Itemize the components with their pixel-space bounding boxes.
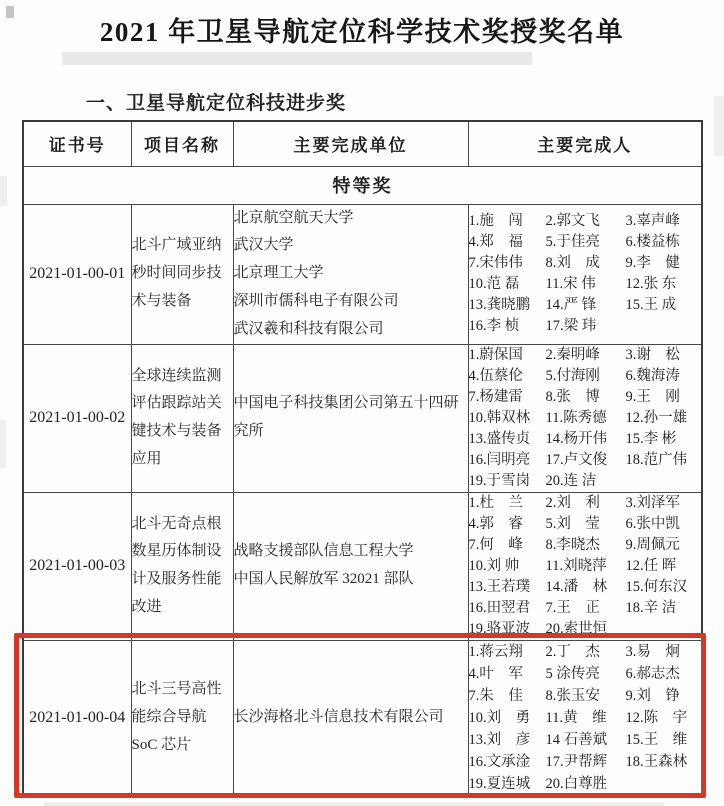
table-row (23, 204, 702, 344)
contributor-name: 10.刘 勇 (468, 709, 531, 726)
contributor-name: 11.宋 伟 (545, 276, 596, 292)
organizations-list (234, 205, 468, 344)
contributor-name: 5.付海刚 (545, 367, 600, 384)
header-contributors: 主要完成人 (468, 121, 702, 166)
certificate-number: 2021-01-00-04 (23, 640, 131, 796)
contributor-name: 5.于佳亮 (545, 234, 600, 250)
contributor-name: 16.闫明亮 (468, 451, 531, 468)
organizations-list (234, 538, 468, 594)
contributor-name: 7.朱 佳 (468, 687, 523, 704)
organization-name: 北京理工大学 (233, 265, 324, 282)
contributor-name: 20.白尊胜 (545, 775, 608, 792)
project-name-cell (131, 640, 233, 796)
awards-table (22, 120, 703, 797)
contributor-name: 4.叶 军 (468, 665, 523, 682)
organizations-cell (233, 492, 468, 640)
contributors-list (469, 211, 702, 337)
contributor-name: 8.张 博 (545, 388, 600, 405)
organization-name: 武汉羲和科技有限公司 (233, 320, 384, 337)
contributor-name: 3.刘泽军 (625, 494, 680, 511)
contributors-cell (468, 640, 702, 796)
contributor-name: 12.陈 宇 (625, 709, 688, 726)
header-project-name: 项目名称 (131, 121, 233, 166)
contributors-list (469, 493, 702, 640)
contributor-name: 19.骆亚波 (468, 620, 531, 637)
contributor-name: 15.王 维 (625, 731, 688, 748)
organizations-cell (233, 640, 468, 796)
organization-name: 北京航空航天大学 (233, 209, 354, 226)
contributor-name: 7.何 峰 (468, 536, 523, 553)
organization-name: 长沙海格北斗信息技术有限公司 (233, 708, 444, 725)
organizations-cell (233, 204, 468, 344)
contributor-name: 2.秦明峰 (545, 346, 600, 363)
contributor-name: 6.郝志杰 (625, 665, 680, 682)
contributor-name: 2.郭文飞 (545, 213, 600, 229)
organizations-cell (233, 344, 468, 492)
contributor-name: 1.杜 兰 (468, 494, 523, 511)
contributor-name: 10.刘 帅 (468, 557, 520, 574)
contributor-name: 6.楼益栋 (625, 234, 680, 250)
contributor-name: 14 石善斌 (545, 731, 608, 748)
contributor-name: 2.刘 利 (545, 494, 600, 511)
scan-artifact (714, 96, 724, 156)
section-heading: 一、卫星导航定位科技进步奖 (86, 93, 347, 114)
project-name: 北斗三号高性能综合导航 SoC 芯片 (131, 681, 222, 753)
project-name: 北斗无奇点根数星历体制设计及服务性能改进 (131, 515, 222, 615)
contributor-name: 20.索世恒 (545, 620, 608, 637)
certificate-number: 2021-01-00-03 (23, 492, 131, 640)
organizations-list (234, 390, 468, 446)
category-label: 特等奖 (23, 166, 702, 204)
contributor-name: 17.卢文俊 (545, 451, 608, 468)
organization-name: 武汉大学 (233, 237, 294, 254)
contributor-name: 12.孙一雄 (625, 409, 688, 426)
contributor-name: 4.郑 福 (468, 234, 523, 250)
certificate-number: 2021-01-00-02 (23, 344, 131, 492)
contributors-cell (468, 344, 702, 492)
contributor-name: 3.易 炯 (625, 643, 680, 660)
organization-name: 中国电子科技集团公司第五十四研究所 (233, 395, 459, 439)
organization-name: 深圳市儒科电子有限公司 (233, 292, 399, 309)
contributor-name: 14.严 锋 (545, 297, 597, 313)
contributors-cell (468, 492, 702, 640)
category-row (23, 166, 702, 204)
contributor-name: 15.李 彬 (625, 430, 677, 447)
contributor-name: 13.王若璞 (468, 578, 531, 595)
contributor-name: 16.田翌君 (468, 599, 531, 616)
contributor-name: 3.谢 松 (625, 346, 680, 363)
contributor-name: 11.刘晓萍 (545, 557, 607, 574)
contributor-name: 15.王 成 (625, 297, 677, 313)
contributor-name: 1.蔚保国 (468, 346, 523, 363)
header-certificate-no: 证书号 (23, 121, 131, 166)
table-row (23, 344, 702, 492)
contributor-name: 10.韩双林 (468, 409, 531, 426)
table-row (23, 492, 702, 640)
contributor-name: 1.蒋云翔 (468, 643, 523, 660)
scan-artifact (62, 52, 532, 65)
contributor-name: 9.王 刚 (625, 388, 680, 405)
contributor-name: 18.王森林 (625, 753, 688, 770)
doc-title: 2021 年卫星导航定位科学技术奖授奖名单 (99, 17, 625, 47)
contributor-name: 9.刘 铮 (625, 687, 680, 704)
contributor-name: 19.于雪岗 (468, 472, 531, 489)
table-header-row (23, 121, 702, 166)
contributor-name: 5.刘 莹 (545, 515, 600, 532)
contributor-name: 3.辜声峰 (625, 213, 680, 229)
contributor-name: 9.周佩元 (625, 536, 680, 553)
contributor-name: 17.梁 玮 (545, 318, 597, 334)
contributor-name: 18.辛 洁 (625, 599, 677, 616)
contributor-name: 8.李晓杰 (545, 536, 600, 553)
contributor-name: 4.郭 睿 (468, 515, 523, 532)
contributors-list (469, 345, 702, 492)
contributor-name: 19.夏连城 (468, 775, 531, 792)
contributor-name: 5 涂传亮 (545, 665, 600, 682)
contributors-list (469, 641, 702, 795)
project-name: 北斗广域亚纳秒时间同步技术与装备 (131, 237, 222, 309)
contributor-name: 4.伍蔡伦 (468, 367, 523, 384)
contributor-name: 11.黄 维 (545, 709, 607, 726)
organization-name: 中国人民解放军 32021 部队 (233, 571, 414, 587)
contributor-name: 8.张玉安 (545, 687, 600, 704)
contributor-name: 18.范广伟 (625, 451, 688, 468)
table-row-highlighted (23, 640, 702, 796)
contributor-name: 17.尹帮辉 (545, 753, 608, 770)
header-organizations: 主要完成单位 (233, 121, 468, 166)
organization-name: 战略支援部队信息工程大学 (233, 543, 414, 560)
contributor-name: 12.任 晖 (625, 557, 677, 574)
contributor-name: 7.杨建雷 (468, 388, 523, 405)
contributor-name: 13.盛传贞 (468, 430, 531, 447)
contributor-name: 15.何东汉 (625, 578, 688, 595)
contributor-name: 10.范 磊 (468, 276, 520, 292)
contributor-name: 13.刘 彦 (468, 731, 531, 748)
contributor-name: 6.张中凯 (625, 515, 680, 532)
contributor-name: 12.张 东 (625, 276, 677, 292)
contributor-name: 2.丁 杰 (545, 643, 600, 660)
contributor-name: 1.施 闯 (468, 213, 523, 229)
contributor-name: 13.龚晓鹏 (468, 297, 531, 313)
organizations-list (234, 704, 468, 732)
contributor-name: 14.潘 林 (545, 578, 608, 595)
scan-artifact (44, 802, 664, 806)
project-name-cell (131, 492, 233, 640)
scan-artifact (0, 176, 7, 206)
scan-artifact (0, 420, 6, 468)
contributor-name: 9.李 健 (625, 255, 680, 271)
contributor-name: 11.陈秀德 (545, 409, 607, 426)
project-name: 全球连续监测评估跟踪站关键技术与装备应用 (131, 367, 222, 467)
contributor-name: 7.王 正 (545, 599, 600, 616)
contributor-name: 6.魏海涛 (625, 367, 680, 384)
project-name-cell (131, 344, 233, 492)
contributor-name: 16.李 桢 (468, 318, 520, 334)
contributor-name: 14.杨开伟 (545, 430, 608, 447)
contributor-name: 16.文承淦 (468, 753, 531, 770)
project-name-cell (131, 204, 233, 344)
contributor-name: 20.连 洁 (545, 472, 597, 489)
contributor-name: 8.刘 成 (545, 255, 600, 271)
contributor-name: 7.宋伟伟 (468, 255, 523, 271)
certificate-number: 2021-01-00-01 (23, 204, 131, 344)
contributors-cell (468, 204, 702, 344)
